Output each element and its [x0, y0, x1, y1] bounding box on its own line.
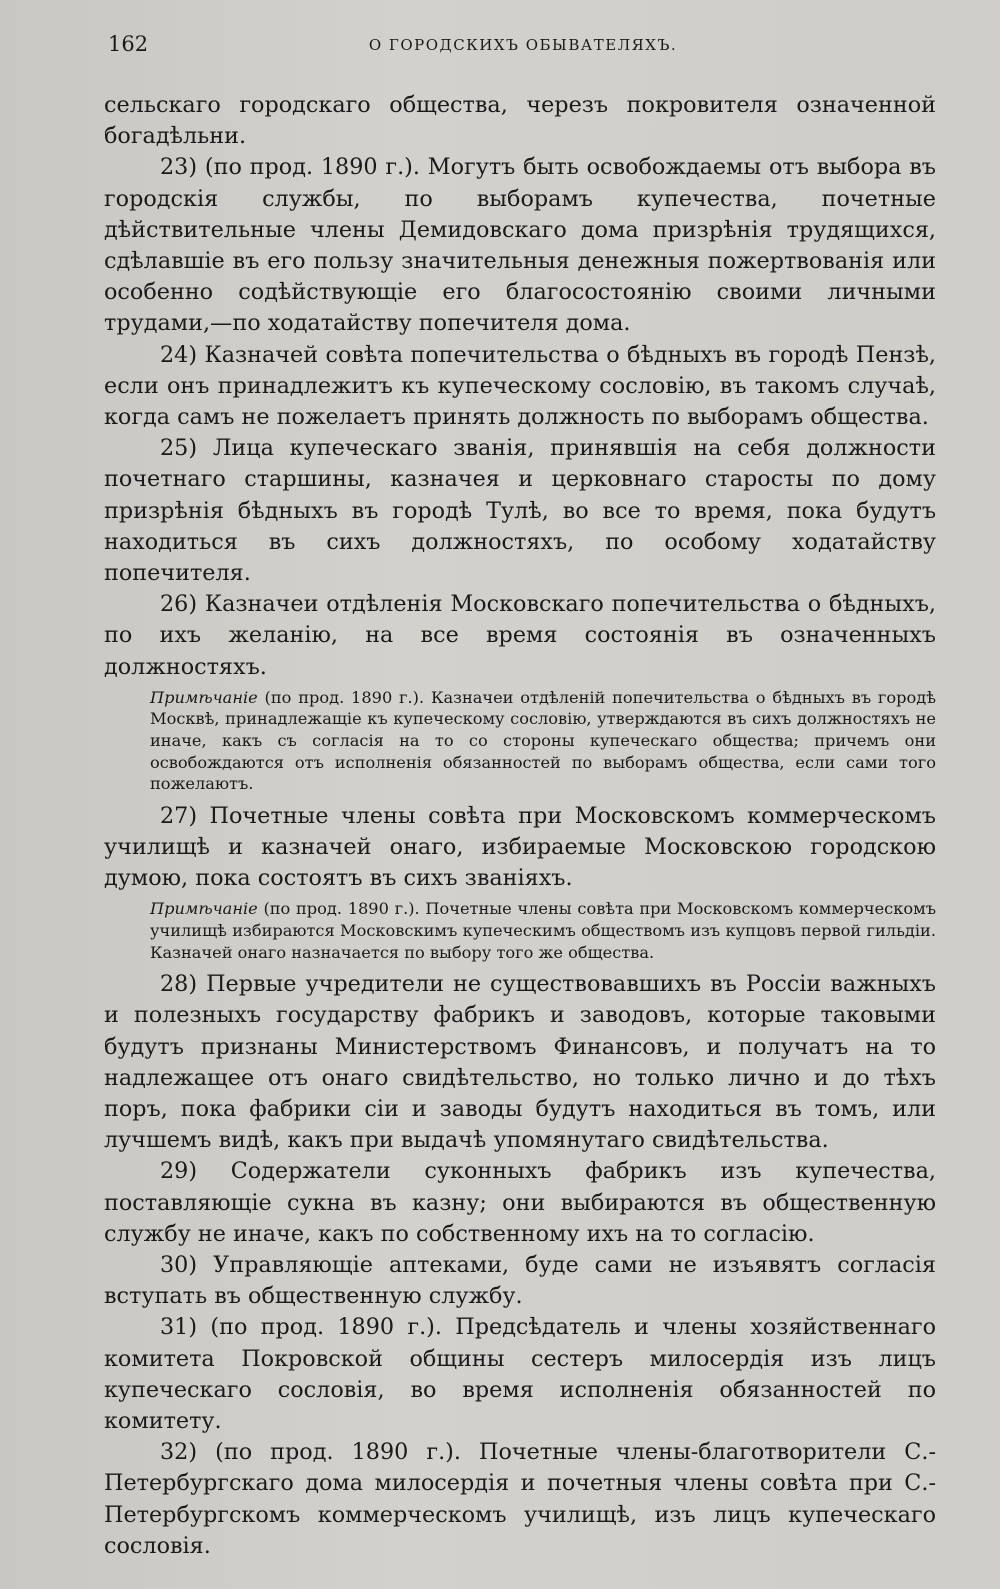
paragraph: 31) (по прод. 1890 г.). Предсѣдатель и члены хозяйственнаго комитета Покровской общины сестеръ милосердія изъ лицъ купеческаго сословія, во время исполненія обязанностей по комитету. — [104, 1314, 936, 1435]
note-text: (по прод. 1890 г.). Казначеи отдѣленій попечительства о бѣдныхъ въ городѣ Москвѣ, принадлежащіе къ купеческому сословію, утверждаются въ сихъ должностяхъ не иначе, какъ съ согласія на то со стороны купеческаго общества; причемъ они освобождаются отъ исполненія обязанностей по выборамъ общества, если сами того пожелаютъ. — [150, 687, 936, 794]
note-text: (по прод. 1890 г.). Почетные члены совѣта при Московскомъ коммерческомъ училищѣ избираются Московскимъ купеческимъ обществомъ изъ купцовъ первой гильдіи. Казначей онаго назначается по выбору того же общества. — [150, 899, 936, 962]
footnote-remark — [104, 898, 936, 963]
paragraph: сельскаго городскаго общества, черезъ покровителя означенной богадѣльни. — [104, 92, 936, 150]
paragraph: 28) Первые учредители не существовавшихъ въ Россіи важныхъ и полезныхъ государству фабрикъ и заводовъ, которые таковыми будутъ признаны Министерствомъ Финансовъ, и получатъ на то надлежащее отъ онаго свидѣтельство, но только лично и до тѣхъ поръ, пока фабрики сіи и заводы будутъ находиться въ томъ, или лучшемъ видѣ, какъ при выдачѣ упомянутаго свидѣтельства. — [104, 971, 936, 1154]
note-label: Примѣчаніе — [150, 899, 258, 919]
running-head: О ГОРОДСКИХЪ ОБЫВАТЕЛЯХЪ. — [368, 36, 678, 54]
footnote-remark — [104, 687, 936, 795]
note-label: Примѣчаніе — [150, 687, 258, 707]
paragraph: 25) Лица купеческаго званія, принявшія на себя должности почетнаго старшины, казначея и церковнаго старосты по дому призрѣнія бѣдныхъ въ городѣ Тулѣ, во все то время, пока будутъ находиться въ сихъ должностяхъ, по особому ходатайству попечителя. — [104, 435, 936, 587]
page-body — [104, 90, 936, 1562]
paragraph: 29) Содержатели суконныхъ фабрикъ изъ купечества, поставляющіе сукна въ казну; они выбираются въ общественную службу не иначе, какъ по собственному ихъ на то согласію. — [104, 1158, 936, 1247]
page-header — [108, 28, 938, 62]
paragraph: 30) Управляющіе аптеками, буде сами не изъявятъ согласія вступать въ общественную службу. — [104, 1252, 936, 1310]
paragraph: 24) Казначей совѣта попечительства о бѣдныхъ въ городѣ Пензѣ, если онъ принадлежитъ къ купеческому сословію, въ такомъ случаѣ, когда самъ не пожелаетъ принять должность по выборамъ общества. — [104, 341, 936, 431]
paragraph: 26) Казначеи отдѣленія Московскаго попечительства о бѣдныхъ, по ихъ желанію, на все время состоянія въ означенныхъ должностяхъ. — [104, 591, 936, 680]
page-number: 162 — [108, 32, 149, 56]
paragraph: 32) (по прод. 1890 г.). Почетные члены-благотворители С.-Петербургскаго дома милосердія и почетныя члены совѣта при С.-Петербургскомъ коммерческомъ училищѣ, изъ лицъ купеческаго сословія. — [104, 1439, 936, 1559]
paragraph: 27) Почетные члены совѣта при Московскомъ коммерческомъ училищѣ и казначей онаго, избираемые Московскою городскою думою, пока состоятъ въ сихъ званіяхъ. — [104, 802, 936, 892]
paragraph: 23) (по прод. 1890 г.). Могутъ быть освобождаемы отъ выбора въ городскія службы, по выборамъ купечества, почетные дѣйствительные члены Демидовскаго дома призрѣнія трудящихся, сдѣлавшіе въ его пользу значительныя денежныя пожертвованія или особенно содѣйствующіе его благосостоянію своими личными трудами,—по ходатайству попечителя дома. — [104, 154, 936, 337]
